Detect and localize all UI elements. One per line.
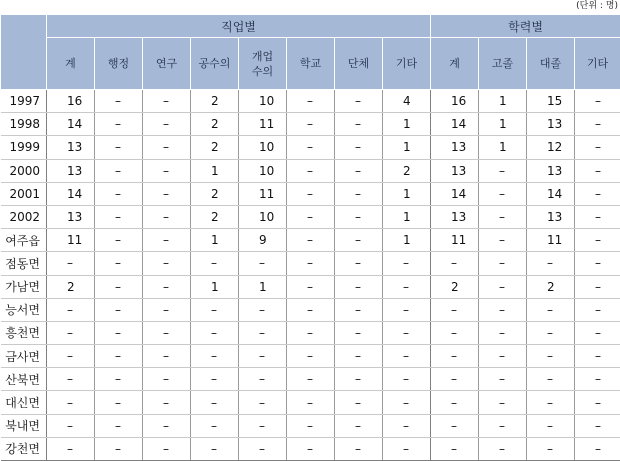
column-header: 계: [47, 38, 95, 90]
row-label: 흥천면: [1, 321, 47, 344]
table-cell: 11: [239, 182, 287, 205]
table-cell: –: [431, 391, 479, 414]
table-cell: –: [143, 368, 191, 391]
table-cell: –: [335, 159, 383, 182]
table-cell: –: [191, 252, 239, 275]
table-cell: –: [383, 252, 431, 275]
table-cell: –: [287, 345, 335, 368]
table-cell: 2: [191, 113, 239, 136]
table-cell: –: [239, 368, 287, 391]
table-row: [1, 391, 620, 414]
table-row: [1, 229, 620, 252]
table-cell: –: [191, 368, 239, 391]
table-cell: 1: [383, 182, 431, 205]
table-cell: –: [575, 391, 620, 414]
table-cell: –: [575, 275, 620, 298]
table-cell: –: [95, 275, 143, 298]
row-label: 북내면: [1, 414, 47, 437]
table-cell: –: [287, 136, 335, 159]
table-cell: –: [335, 205, 383, 228]
table-cell: –: [47, 298, 95, 321]
unit-label: (단위 : 명): [576, 0, 618, 13]
table-cell: –: [239, 321, 287, 344]
table-row: [1, 159, 620, 182]
table-cell: –: [431, 368, 479, 391]
table-cell: –: [95, 252, 143, 275]
table-cell: 2: [191, 182, 239, 205]
table-cell: –: [287, 252, 335, 275]
table-cell: 1: [479, 90, 527, 113]
table-cell: 14: [47, 113, 95, 136]
table-row: [1, 275, 620, 298]
table-cell: –: [335, 437, 383, 460]
table-cell: 11: [239, 113, 287, 136]
table-cell: –: [143, 90, 191, 113]
table-cell: –: [575, 229, 620, 252]
table-cell: 1: [383, 136, 431, 159]
table-cell: –: [335, 182, 383, 205]
table-cell: –: [431, 437, 479, 460]
table-cell: –: [575, 113, 620, 136]
table-cell: 16: [431, 90, 479, 113]
table-cell: –: [95, 229, 143, 252]
column-header: 학교: [287, 38, 335, 90]
table-cell: –: [47, 414, 95, 437]
column-header: 개업수의: [239, 38, 287, 90]
table-cell: 2: [47, 275, 95, 298]
column-header: 대졸: [527, 38, 575, 90]
statistics-table: [0, 14, 620, 461]
table-cell: –: [383, 345, 431, 368]
table-row: [1, 113, 620, 136]
row-label: 점동면: [1, 252, 47, 275]
table-cell: 13: [431, 205, 479, 228]
table-cell: –: [143, 298, 191, 321]
table-cell: –: [575, 159, 620, 182]
table-cell: –: [575, 437, 620, 460]
table-cell: 13: [47, 136, 95, 159]
table-cell: –: [143, 391, 191, 414]
table-cell: –: [431, 298, 479, 321]
table-cell: 1: [191, 159, 239, 182]
table-cell: –: [95, 321, 143, 344]
table-cell: 14: [431, 182, 479, 205]
table-row: [1, 437, 620, 460]
table-cell: –: [47, 321, 95, 344]
table-cell: –: [95, 345, 143, 368]
table-cell: –: [143, 136, 191, 159]
table-cell: 2: [191, 136, 239, 159]
table-cell: –: [479, 368, 527, 391]
table-cell: –: [47, 437, 95, 460]
table-cell: –: [479, 159, 527, 182]
table-cell: –: [287, 182, 335, 205]
row-label: 1997: [1, 90, 47, 113]
table-cell: 2: [191, 90, 239, 113]
table-cell: 13: [527, 159, 575, 182]
table-cell: –: [575, 345, 620, 368]
table-cell: –: [383, 437, 431, 460]
table-cell: –: [191, 345, 239, 368]
table-cell: –: [239, 252, 287, 275]
table-cell: 12: [527, 136, 575, 159]
row-label: 여주읍: [1, 229, 47, 252]
table-cell: –: [527, 391, 575, 414]
table-cell: 13: [47, 159, 95, 182]
column-header: 기타: [575, 38, 620, 90]
table-cell: –: [287, 159, 335, 182]
table-cell: –: [575, 136, 620, 159]
table-cell: –: [479, 414, 527, 437]
table-cell: –: [527, 298, 575, 321]
table-cell: 1: [239, 275, 287, 298]
table-cell: –: [335, 321, 383, 344]
table-cell: 10: [239, 136, 287, 159]
table-cell: –: [95, 298, 143, 321]
row-label: 1999: [1, 136, 47, 159]
row-label: 강천면: [1, 437, 47, 460]
table-cell: 1: [479, 136, 527, 159]
row-label: 가남면: [1, 275, 47, 298]
table-cell: 9: [239, 229, 287, 252]
table-cell: –: [287, 275, 335, 298]
table-cell: 1: [191, 275, 239, 298]
table-cell: –: [143, 275, 191, 298]
row-label: 2001: [1, 182, 47, 205]
table-cell: –: [335, 252, 383, 275]
table-cell: –: [479, 298, 527, 321]
row-label: 산북면: [1, 368, 47, 391]
table-cell: –: [431, 252, 479, 275]
table-cell: –: [95, 205, 143, 228]
table-cell: –: [191, 391, 239, 414]
table-cell: –: [95, 391, 143, 414]
table-cell: –: [479, 321, 527, 344]
table-row: [1, 414, 620, 437]
table-cell: 13: [527, 205, 575, 228]
table-cell: –: [239, 391, 287, 414]
table-cell: –: [479, 275, 527, 298]
table-cell: –: [287, 113, 335, 136]
column-header: 공수의: [191, 38, 239, 90]
table-cell: –: [143, 182, 191, 205]
group-header-job: 직업별: [47, 15, 431, 38]
table-cell: –: [95, 437, 143, 460]
table-cell: –: [527, 368, 575, 391]
table-row: [1, 252, 620, 275]
table-cell: –: [47, 391, 95, 414]
column-header: 행정: [95, 38, 143, 90]
table-cell: 2: [431, 275, 479, 298]
table-row: [1, 368, 620, 391]
table-cell: –: [95, 90, 143, 113]
table-row: [1, 298, 620, 321]
table-row: [1, 90, 620, 113]
table-cell: 11: [431, 229, 479, 252]
table-cell: 4: [383, 90, 431, 113]
table-cell: 14: [431, 113, 479, 136]
table-cell: –: [335, 391, 383, 414]
table-cell: –: [47, 368, 95, 391]
column-header: 단체: [335, 38, 383, 90]
table-cell: 13: [527, 113, 575, 136]
table-cell: –: [383, 391, 431, 414]
table-cell: –: [287, 437, 335, 460]
table-cell: –: [431, 414, 479, 437]
table-cell: 13: [431, 136, 479, 159]
table-cell: –: [95, 182, 143, 205]
table-cell: –: [287, 368, 335, 391]
table-cell: –: [95, 136, 143, 159]
column-header: 기타: [383, 38, 431, 90]
table-row: [1, 321, 620, 344]
table-cell: –: [287, 391, 335, 414]
table-cell: 1: [383, 205, 431, 228]
table-cell: 2: [383, 159, 431, 182]
table-cell: –: [287, 229, 335, 252]
table-cell: –: [479, 205, 527, 228]
table-cell: –: [143, 205, 191, 228]
table-cell: 13: [47, 205, 95, 228]
table-cell: 2: [527, 275, 575, 298]
table-cell: –: [335, 229, 383, 252]
row-label: 2000: [1, 159, 47, 182]
table-cell: –: [479, 345, 527, 368]
table-cell: –: [383, 321, 431, 344]
table-cell: –: [47, 252, 95, 275]
table-row: [1, 345, 620, 368]
table-cell: 1: [479, 113, 527, 136]
table-cell: –: [287, 90, 335, 113]
table-cell: –: [575, 368, 620, 391]
table-cell: –: [383, 275, 431, 298]
table-cell: –: [431, 345, 479, 368]
table-cell: –: [527, 321, 575, 344]
table-cell: –: [143, 345, 191, 368]
corner-header: [1, 15, 47, 90]
table-cell: –: [95, 113, 143, 136]
table-cell: –: [335, 414, 383, 437]
table-cell: 10: [239, 90, 287, 113]
table-cell: –: [479, 437, 527, 460]
column-header: 계: [431, 38, 479, 90]
row-label: 능서면: [1, 298, 47, 321]
table-cell: –: [479, 229, 527, 252]
table-cell: –: [335, 345, 383, 368]
table-cell: –: [191, 298, 239, 321]
table-cell: –: [335, 136, 383, 159]
row-label: 금사면: [1, 345, 47, 368]
table-cell: –: [143, 159, 191, 182]
table-cell: –: [479, 391, 527, 414]
table-cell: –: [527, 437, 575, 460]
table-cell: –: [191, 414, 239, 437]
table-cell: –: [287, 298, 335, 321]
table-cell: –: [191, 437, 239, 460]
table-cell: 15: [527, 90, 575, 113]
table-cell: 10: [239, 205, 287, 228]
table-cell: –: [575, 414, 620, 437]
table-cell: –: [479, 182, 527, 205]
table-cell: –: [527, 345, 575, 368]
table-cell: –: [527, 252, 575, 275]
table-cell: –: [383, 298, 431, 321]
table-cell: –: [95, 414, 143, 437]
group-header-education: 학력별: [431, 15, 620, 38]
table-cell: –: [95, 368, 143, 391]
table-cell: –: [143, 113, 191, 136]
row-label: 대신면: [1, 391, 47, 414]
table-cell: –: [335, 275, 383, 298]
table-cell: –: [95, 159, 143, 182]
table-cell: 11: [527, 229, 575, 252]
table-cell: –: [335, 90, 383, 113]
table-cell: –: [143, 252, 191, 275]
table-cell: 2: [191, 205, 239, 228]
row-label: 2002: [1, 205, 47, 228]
table-cell: –: [575, 90, 620, 113]
table-cell: –: [143, 437, 191, 460]
table-cell: –: [575, 252, 620, 275]
table-cell: –: [575, 321, 620, 344]
table-cell: –: [143, 229, 191, 252]
table-cell: 14: [527, 182, 575, 205]
table-cell: 1: [383, 113, 431, 136]
table-cell: –: [479, 252, 527, 275]
table-cell: 13: [431, 159, 479, 182]
table-row: [1, 136, 620, 159]
table-cell: –: [575, 205, 620, 228]
table-cell: –: [575, 298, 620, 321]
table-cell: –: [287, 414, 335, 437]
table-cell: –: [431, 321, 479, 344]
table-cell: –: [287, 321, 335, 344]
table-cell: –: [383, 368, 431, 391]
column-header: 연구: [143, 38, 191, 90]
table-cell: –: [383, 414, 431, 437]
table-cell: 16: [47, 90, 95, 113]
table-cell: 1: [191, 229, 239, 252]
table-cell: 1: [383, 229, 431, 252]
column-header: 고졸: [479, 38, 527, 90]
table-cell: –: [143, 414, 191, 437]
table-cell: –: [191, 321, 239, 344]
table-cell: 14: [47, 182, 95, 205]
row-label: 1998: [1, 113, 47, 136]
table-cell: 10: [239, 159, 287, 182]
table-cell: –: [47, 345, 95, 368]
table-row: [1, 205, 620, 228]
table-cell: –: [527, 414, 575, 437]
table-cell: –: [239, 414, 287, 437]
table-cell: –: [239, 345, 287, 368]
table-cell: –: [575, 182, 620, 205]
table-cell: –: [287, 205, 335, 228]
table-cell: 11: [47, 229, 95, 252]
table-body: [1, 90, 620, 461]
table-cell: –: [335, 113, 383, 136]
table-cell: –: [143, 321, 191, 344]
table-row: [1, 182, 620, 205]
table-cell: –: [335, 368, 383, 391]
table-header: [1, 15, 620, 90]
table-cell: –: [335, 298, 383, 321]
table-cell: –: [239, 298, 287, 321]
table-cell: –: [239, 437, 287, 460]
